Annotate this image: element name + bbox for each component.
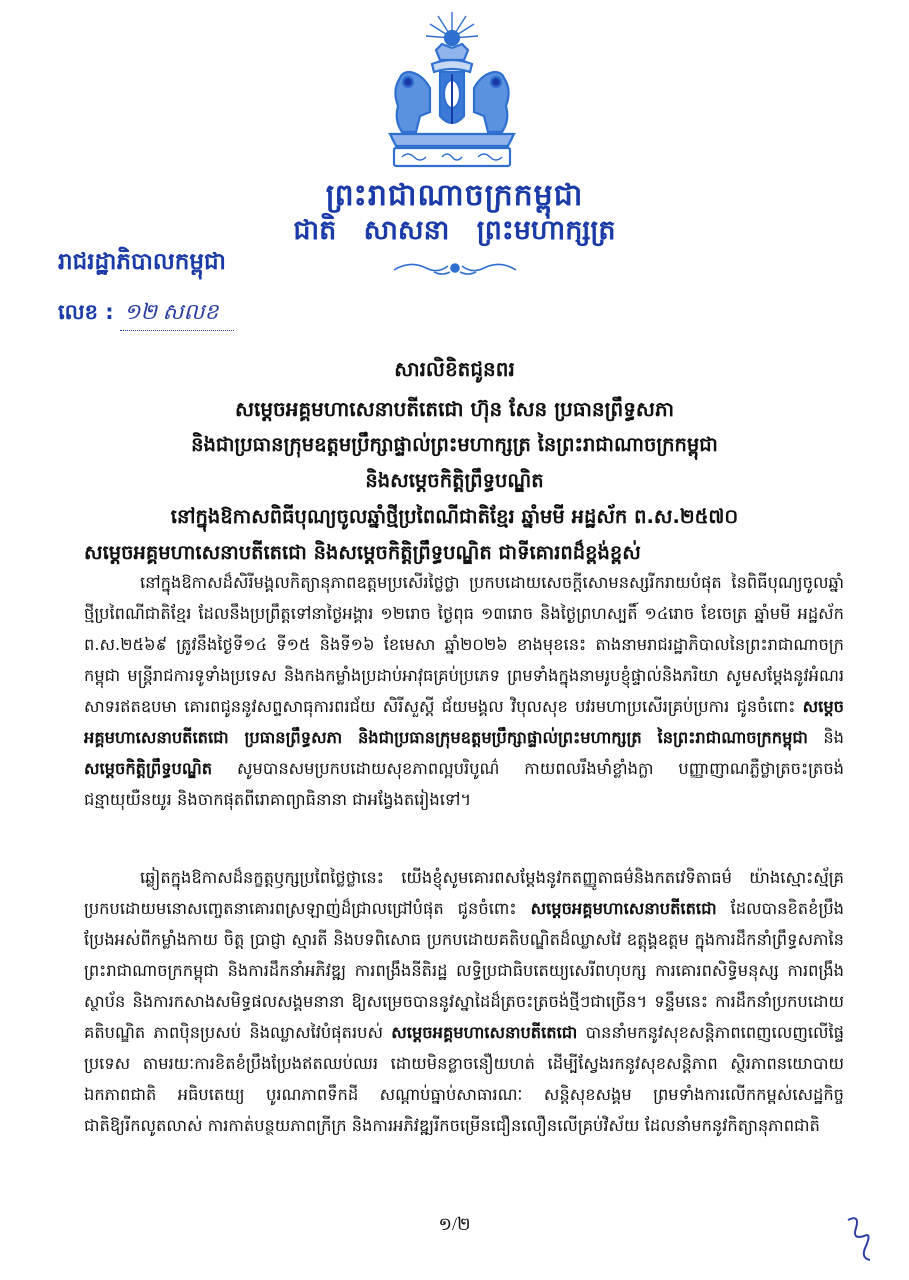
p2-text-d: សម្ដេចអគ្គមហាសេនាបតីតេជោ	[391, 1023, 578, 1042]
p1-text-e: សូមបានសមប្រកបដោយសុខភាពល្អបរិបូណ៌ កាយពលរឹងមាំខ្លាំងក្លា បញ្ញាញាណភ្លឺថ្លាត្រចះត្រចង់ ជន្មាយុយឺនយូរ និងចាកផុតពីរោគាព្យាធិនានា ជាអង្វែងតរៀងទៅ។	[84, 759, 844, 809]
p2-text-b: សម្ដេចអគ្គមហាសេនាបតីតេជោ	[530, 899, 717, 918]
ornament-divider-icon	[390, 258, 520, 278]
salutation: សម្ដេចអគ្គមហាសេនាបតីតេជោ និងសម្ដេចកិត្តិព្រឹទ្ធបណ្ឌិត ជាទីគោរពដ៏ខ្ពង់ខ្ពស់	[84, 541, 641, 564]
kingdom-title: ព្រះរាជាណាចក្រកម្ពុជា	[325, 178, 584, 213]
government-name: រាជរដ្ឋាភិបាលកម្ពុជា	[58, 249, 226, 275]
number-label: លេខ :	[58, 300, 114, 324]
p2-text-c: ដែលបានខិតខំប្រឹងប្រែងអស់ពីកម្លាំងកាយ ចិត្ត ប្រាជ្ញា ស្មារតី និងបទពិសោធ ប្រកបដោយគតិបណ្ឌិតដ៏ឈ្លាសវៃ ឧត្តុង្គឧត្តម ក្នុងការដឹកនាំព្រឹទ្ធសភានៃព្រះរាជាណាចក្រកម្ពុជា និងការដឹកនាំអភិវឌ្ឍ ការពង្រឹងនីតិរដ្ឋ លទ្ធិប្រជាធិបតេយ្យសេរីពហុបក្ស ការគោរពសិទ្ធិមនុស្ស ការពង្រឹងស្ថាប័ន និងការកសាងសមិទ្ធផលសង្គមនានា ឱ្យសម្រេចបាននូវស្នាដៃដ៏ត្រចះត្រចង់ថ្មីៗជាច្រើន។ ទន្ទឹមនេះ ការដឹកនាំប្រកបដោយគតិបណ្ឌិត ភាពប៉ិនប្រសប់ និងឈ្លាសវៃបំផុតរបស់	[84, 899, 844, 1042]
letter-title: សារលិខិតជូនពរ	[394, 357, 515, 381]
heading-line-2: សម្ដេចអគ្គមហាសេនាបតីតេជោ ហ៊ុន សែន ប្រធានព្រឹទ្ធសភា	[234, 397, 675, 421]
p2-text-a: ឆ្លៀតក្នុងឱកាសដ៏នក្ខត្តឫក្សប្រពៃថ្លៃថ្លានេះ យើងខ្ញុំសូមគោរពសម្ដែងនូវកតញ្ញូតាធម៌និងកតវេទិតាធម៌ យ៉ាងស្មោះស្ម័គ្រ ប្រកបដោយមនោសញ្ចេតនាគោរពស្រឡាញ់ដ៏ជ្រាលជ្រៅបំផុត ជូនចំពោះ	[84, 868, 844, 918]
royal-emblem-icon	[372, 8, 532, 173]
heading-line-4: និងសម្ដេចកិត្តិព្រឹទ្ធបណ្ឌិត	[365, 469, 544, 492]
p1-text-b: សម្ដេចអគ្គមហាសេនាបតីតេជោ ប្រធានព្រឹទ្ធសភា និងជាប្រធានក្រុមឧត្តមប្រឹក្សាផ្ទាល់ព្រះមហាក្សត្រ នៃព្រះរាជាណាចក្រកម្ពុជា	[84, 697, 844, 747]
heading-line-5: នៅក្នុងឱកាសពិធីបុណ្យចូលឆ្នាំថ្មីប្រពៃណីជាតិខ្មែរ ឆ្នាំមមី អដ្ឋស័ក ព.ស.២៥៧០	[170, 505, 739, 528]
number-value: ១២ សលខ	[120, 298, 235, 331]
p1-text-a: នៅក្នុងឱកាសដ៏សិរីមង្គលកិត្យានុភាពឧត្តមប្រសើរថ្លៃថ្លា ប្រកបដោយសេចក្ដីសោមនស្សរីករាយបំផុត នៃពិធីបុណ្យចូលឆ្នាំថ្មីប្រពៃណីជាតិខ្មែរ ដែលនឹងប្រព្រឹត្តទៅនាថ្ងៃអង្គារ ១២រោច ថ្ងៃពុធ ១៣រោច និងថ្ងៃព្រហស្បតិ៍ ១៤រោច ខែចេត្រ ឆ្នាំមមី អដ្ឋស័ក ព.ស.២៥៦៩ ត្រូវនឹងថ្ងៃទី១៤ ទី១៥ និងទី១៦ ខែមេសា ឆ្នាំ២០២៦ ខាងមុខនេះ តាងនាមរាជរដ្ឋាភិបាលនៃព្រះរាជាណាចក្រកម្ពុជា មន្ត្រីរាជការទូទាំងប្រទេស និងកងកម្លាំងប្រដាប់អាវុធគ្រប់ប្រភេទ ព្រមទាំងក្នុងនាមរូបខ្ញុំផ្ទាល់និងភរិយា សូមសម្ដែងនូវអំណរសាទរឥតឧបមា គោរពជូននូវសព្ទសាធុការពរជ័យ សិរីសួស្ដី ជ័យមង្គល វិបុលសុខ បវរមហាប្រសើរគ្រប់ប្រការ ជូនចំពោះ	[84, 573, 844, 716]
p1-text-d: សម្ដេចកិត្តិព្រឹទ្ធបណ្ឌិត	[84, 759, 213, 778]
national-motto: ជាតិ សាសនា ព្រះមហាក្សត្រ	[293, 215, 616, 246]
reference-number	[58, 298, 234, 331]
body-paragraph-2	[84, 862, 844, 1141]
p2-text-e: បាននាំមកនូវសុខសន្តិភាពពេញលេញលើផ្ទៃប្រទេស តាមរយៈការខិតខំប្រឹងប្រែងឥតឈប់ឈរ ដោយមិនខ្លាចនឿយហត់ ដើម្បីស្វែងរកនូវសុខសន្តិភាព ស្ថិរភាពនយោបាយ ឯកភាពជាតិ អធិបតេយ្យ បូរណភាពទឹកដី សណ្ដាប់ធ្នាប់សាធារណៈ សន្តិសុខសង្គម ព្រមទាំងការលើកកម្ពស់សេដ្ឋកិច្ចជាតិឱ្យរីកលូតលាស់ ការកាត់បន្ថយភាពក្រីក្រ និងការអភិវឌ្ឍរីកចម្រើនជឿនលឿនលើគ្រប់វិស័យ ដែលនាំមកនូវកិត្យានុភាពជាតិ	[84, 1023, 845, 1135]
initials-signature-icon	[842, 1212, 878, 1264]
body-paragraph-1	[84, 567, 844, 815]
p1-text-c: និង	[807, 728, 844, 747]
page-number: ១/២	[438, 1214, 471, 1234]
heading-line-3: និងជាប្រធានក្រុមឧត្តមប្រឹក្សាផ្ទាល់ព្រះមហាក្សត្រ នៃព្រះរាជាណាចក្រកម្ពុជា	[191, 433, 718, 456]
